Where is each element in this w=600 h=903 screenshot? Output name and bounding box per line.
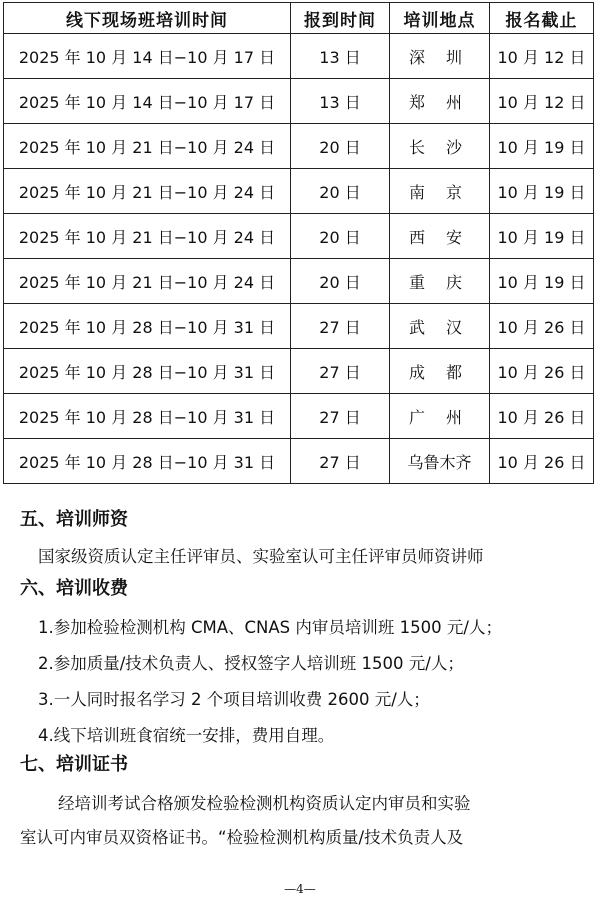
fee-item-2: 2.参加质量/技术负责人、授权签字人培训班 1500 元/人； [38, 654, 464, 673]
fee-item-3: 3.一人同时报名学习 2 个项目培训收费 2600 元/人； [38, 690, 430, 709]
cell-deadline: 10 月 12 日 [490, 34, 594, 79]
cell-deadline: 10 月 26 日 [490, 304, 594, 349]
cell-training-time: 2025 年 10 月 21 日−10 月 24 日 [4, 124, 291, 169]
table-row [4, 439, 594, 484]
table-row [4, 79, 594, 124]
cell-training-time: 2025 年 10 月 21 日−10 月 24 日 [4, 259, 291, 304]
cell-training-time: 2025 年 10 月 28 日−10 月 31 日 [4, 304, 291, 349]
cell-deadline: 10 月 26 日 [490, 394, 594, 439]
table-row [4, 394, 594, 439]
cell-checkin-time: 27 日 [291, 439, 390, 484]
cell-location: 重 庆 [390, 259, 490, 304]
cell-checkin-time: 20 日 [291, 214, 390, 259]
header-training-time: 线下现场班培训时间 [4, 3, 291, 34]
cell-deadline: 10 月 19 日 [490, 214, 594, 259]
cell-location: 西 安 [390, 214, 490, 259]
trainers-paragraph: 国家级资质认定主任评审员、实验室认可主任评审员师资讲师 [38, 547, 484, 566]
certificate-line-1: 经培训考试合格颁发检验检测机构资质认定内审员和实验 [58, 794, 471, 813]
cell-training-time: 2025 年 10 月 28 日−10 月 31 日 [4, 439, 291, 484]
header-deadline: 报名截止 [490, 3, 594, 34]
certificate-line-2: 室认可内审员双资格证书。“检验检测机构质量/技术负责人及 [20, 828, 464, 847]
cell-deadline: 10 月 26 日 [490, 439, 594, 484]
section-heading-certificate: 七、培训证书 [20, 754, 128, 775]
table-row [4, 259, 594, 304]
cell-location: 长 沙 [390, 124, 490, 169]
cell-location: 乌鲁木齐 [390, 439, 490, 484]
cell-checkin-time: 27 日 [291, 394, 390, 439]
cell-checkin-time: 27 日 [291, 304, 390, 349]
cell-deadline: 10 月 19 日 [490, 259, 594, 304]
cell-deadline: 10 月 26 日 [490, 349, 594, 394]
cell-checkin-time: 20 日 [291, 259, 390, 304]
cell-checkin-time: 13 日 [291, 34, 390, 79]
table-row [4, 349, 594, 394]
cell-location: 成 都 [390, 349, 490, 394]
cell-location: 深 圳 [390, 34, 490, 79]
cell-location: 武 汉 [390, 304, 490, 349]
cell-location: 郑 州 [390, 79, 490, 124]
training-schedule-table [3, 2, 594, 484]
table-row [4, 124, 594, 169]
cell-checkin-time: 20 日 [291, 124, 390, 169]
cell-training-time: 2025 年 10 月 21 日−10 月 24 日 [4, 169, 291, 214]
table-row [4, 214, 594, 259]
table-header-row [4, 3, 594, 34]
cell-training-time: 2025 年 10 月 14 日−10 月 17 日 [4, 79, 291, 124]
cell-deadline: 10 月 19 日 [490, 169, 594, 214]
cell-training-time: 2025 年 10 月 21 日−10 月 24 日 [4, 214, 291, 259]
cell-deadline: 10 月 19 日 [490, 124, 594, 169]
table-row [4, 304, 594, 349]
cell-training-time: 2025 年 10 月 28 日−10 月 31 日 [4, 349, 291, 394]
cell-location: 南 京 [390, 169, 490, 214]
cell-training-time: 2025 年 10 月 28 日−10 月 31 日 [4, 394, 291, 439]
section-heading-fees: 六、培训收费 [20, 578, 128, 599]
cell-checkin-time: 13 日 [291, 79, 390, 124]
cell-checkin-time: 27 日 [291, 349, 390, 394]
section-heading-trainers: 五、培训师资 [20, 509, 128, 530]
fee-item-1: 1.参加检验检测机构 CMA、CNAS 内审员培训班 1500 元/人； [38, 618, 502, 637]
cell-checkin-time: 20 日 [291, 169, 390, 214]
header-location: 培训地点 [390, 3, 490, 34]
cell-location: 广 州 [390, 394, 490, 439]
header-checkin-time: 报到时间 [291, 3, 390, 34]
table-row [4, 34, 594, 79]
fee-item-4: 4.线下培训班食宿统一安排，费用自理。 [38, 726, 335, 745]
cell-training-time: 2025 年 10 月 14 日−10 月 17 日 [4, 34, 291, 79]
cell-deadline: 10 月 12 日 [490, 79, 594, 124]
page-number: —4— [284, 882, 316, 896]
table-row [4, 169, 594, 214]
